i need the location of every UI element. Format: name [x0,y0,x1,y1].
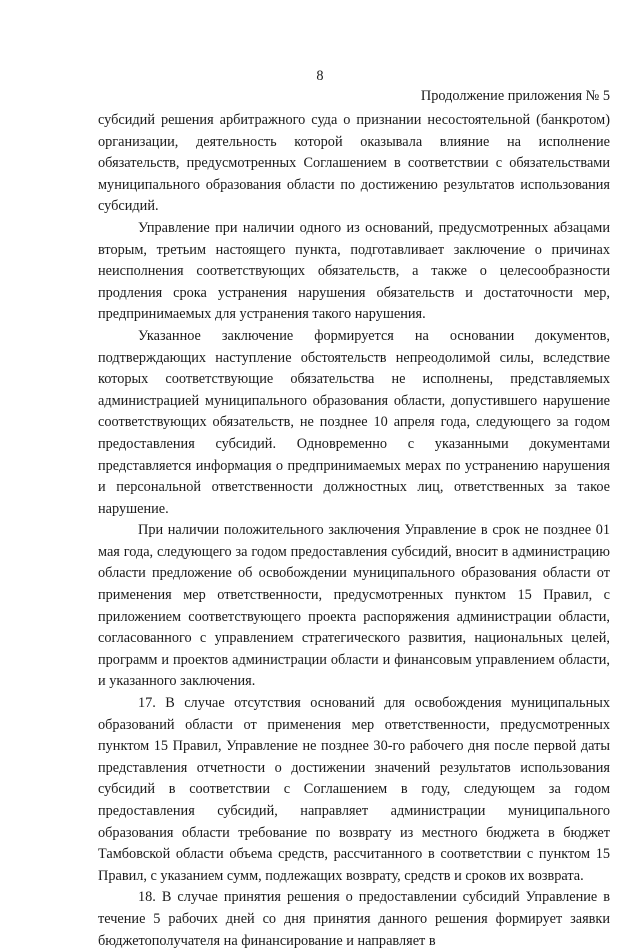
paragraph: Управление при наличии одного из оснований, предусмотренных абзацами вторым, третьим настоящего пункта, подготавливает заключение о причинах неисполнения соответствующих обязательств, а также о целесообразности продления срока устранения нарушения обязательств и достаточности мер, предпринимаемых для устранения такого нарушения. [98,219,610,323]
paragraph: Указанное заключение формируется на основании документов, подтверждающих наступление обстоятельств непреодолимой силы, вследствие которых соответствующие обязательства не исполнены, представляемых администрацией муниципального образования области, допустившего нарушение соответствующих обязательств, не позднее 10 апреля года, следующего за годом предоставления субсидий. Одновременно с указанными документами представляется информация о предпринимаемых мерах по устранению нарушения и персональной ответственности должностных лиц, ответственных за такое нарушение. [98,327,610,517]
paragraph: 18. В случае принятия решения о предоставлении субсидий Управление в течение 5 рабочих дней со дня принятия данного решения формирует заявки бюджетополучателя на финансирование и направляет в [98,889,610,949]
paragraph: При наличии положительного заключения Управление в срок не позднее 01 мая года, следующего за годом предоставления субсидий, вносит в администрацию области предложение об освобождении муниципального образования области от применения мер ответственности, предусмотренных пунктом 15 Правил, с приложением соответствующего проекта распоряжения администрации области, согласованного с управлением стратегического развития, национальных целей, программ и проектов администрации области и финансовым управлением области, и указанного заключения. [98,522,610,690]
paragraph: субсидий решения арбитражного суда о признании несостоятельной (банкротом) организации, деятельность которой оказывала влияние на исполнение обязательств, предусмотренных Соглашением в соответствии с обязательствами муниципального образования области по достижению результатов использования субсидий. [98,112,610,215]
document-body [98,110,610,952]
paragraph: 17. В случае отсутствия оснований для освобождения муниципальных образований области от применения мер ответственности, предусмотренных пунктом 15 Правил, Управление не позднее 30-го рабочего дня после первой даты представления отчетности о достижении значений результатов использования субсидий в соответствии с Соглашением в году, следующем за годом предоставления субсидий, направляет администрации муниципального образования области требование по возврату из местного бюджета в бюджет Тамбовской области объема средств, рассчитанного в соответствии с пунктом 15 Правил, с указанием сумм, подлежащих возврату, средств и сроков их возврата. [98,695,610,884]
continuation-header: Продолжение приложения № 5 [420,88,610,104]
page-number: 8 [316,68,324,84]
